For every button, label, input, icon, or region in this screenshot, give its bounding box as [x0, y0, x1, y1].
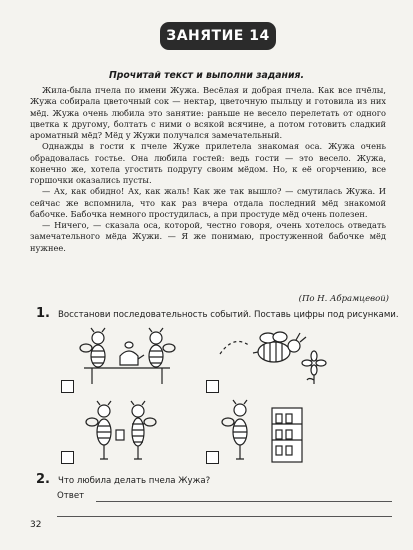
bee-flying-to-flower-picture: [214, 328, 328, 384]
instruction-heading: Прочитай текст и выполни задания.: [108, 70, 304, 81]
page-number: 32: [30, 520, 42, 530]
bee-empty-honey-shelf-picture: [222, 400, 308, 466]
task-2-text: Что любила делать пчела Жужа?: [58, 476, 211, 486]
story-paragraph: Жила-была пчела по имени Жужа. Весёлая и добрая пчела. Как все пчёлы, Жужа собирала цветочный сок — нектар, цветочную пыльцу и готовила из них мёд. Жужа очень любила это занятие: раньше не весело перелетать от одного цветка к другому, болтать с ними о всякой всячине, а потом готовить сладкий ароматный мёд? Мёд у Жужи получался замечательный.: [30, 85, 386, 140]
order-checkbox-1[interactable]: [61, 380, 74, 393]
answer-line-2[interactable]: [57, 516, 392, 517]
bees-tea-party-picture: [74, 328, 182, 386]
story-paragraph: — Ничего, — сказала оса, которой, честно говоря, очень хотелось отведать замечательного мёда Жужи. — Я же понимаю, простуженной бабочке мёд нужнее.: [30, 220, 386, 253]
answer-label: Ответ: [57, 491, 85, 501]
lesson-title-badge: ЗАНЯТИЕ 14: [160, 22, 276, 50]
story-paragraph: Однажды в гости к пчеле Жуже прилетела знакомая оса. Жужа очень обрадовалась гостье. Она любила гостей: ведь гости — это весело. Жужа, конечно же, хотела угостить подругу своим мёдом. Но, к её огорчению, все горшочки оказались пусты.: [30, 141, 386, 185]
answer-line-1[interactable]: [96, 501, 392, 502]
order-checkbox-2[interactable]: [206, 380, 219, 393]
story-text: [30, 85, 386, 254]
task-1-number: 1.: [36, 306, 50, 321]
bee-and-wasp-picture: [86, 402, 158, 464]
order-checkbox-3[interactable]: [61, 451, 74, 464]
story-author: (По Н. Абрамцевой): [298, 294, 389, 304]
task-2-number: 2.: [36, 472, 50, 487]
story-paragraph: — Ах, как обидно! Ах, как жаль! Как же так вышло? — смутилась Жужа. И сейчас же вспомнила, что как раз вчера отдала последний мёд знакомой бабочке. Бабочка немного простудилась, а при простуде мёд очень полезен.: [30, 186, 386, 219]
task-1: [36, 306, 399, 321]
task-2: [36, 472, 210, 487]
order-checkbox-4[interactable]: [206, 451, 219, 464]
task-1-text: Восстанови последовательность событий. Поставь цифры под рисунками.: [58, 310, 399, 320]
